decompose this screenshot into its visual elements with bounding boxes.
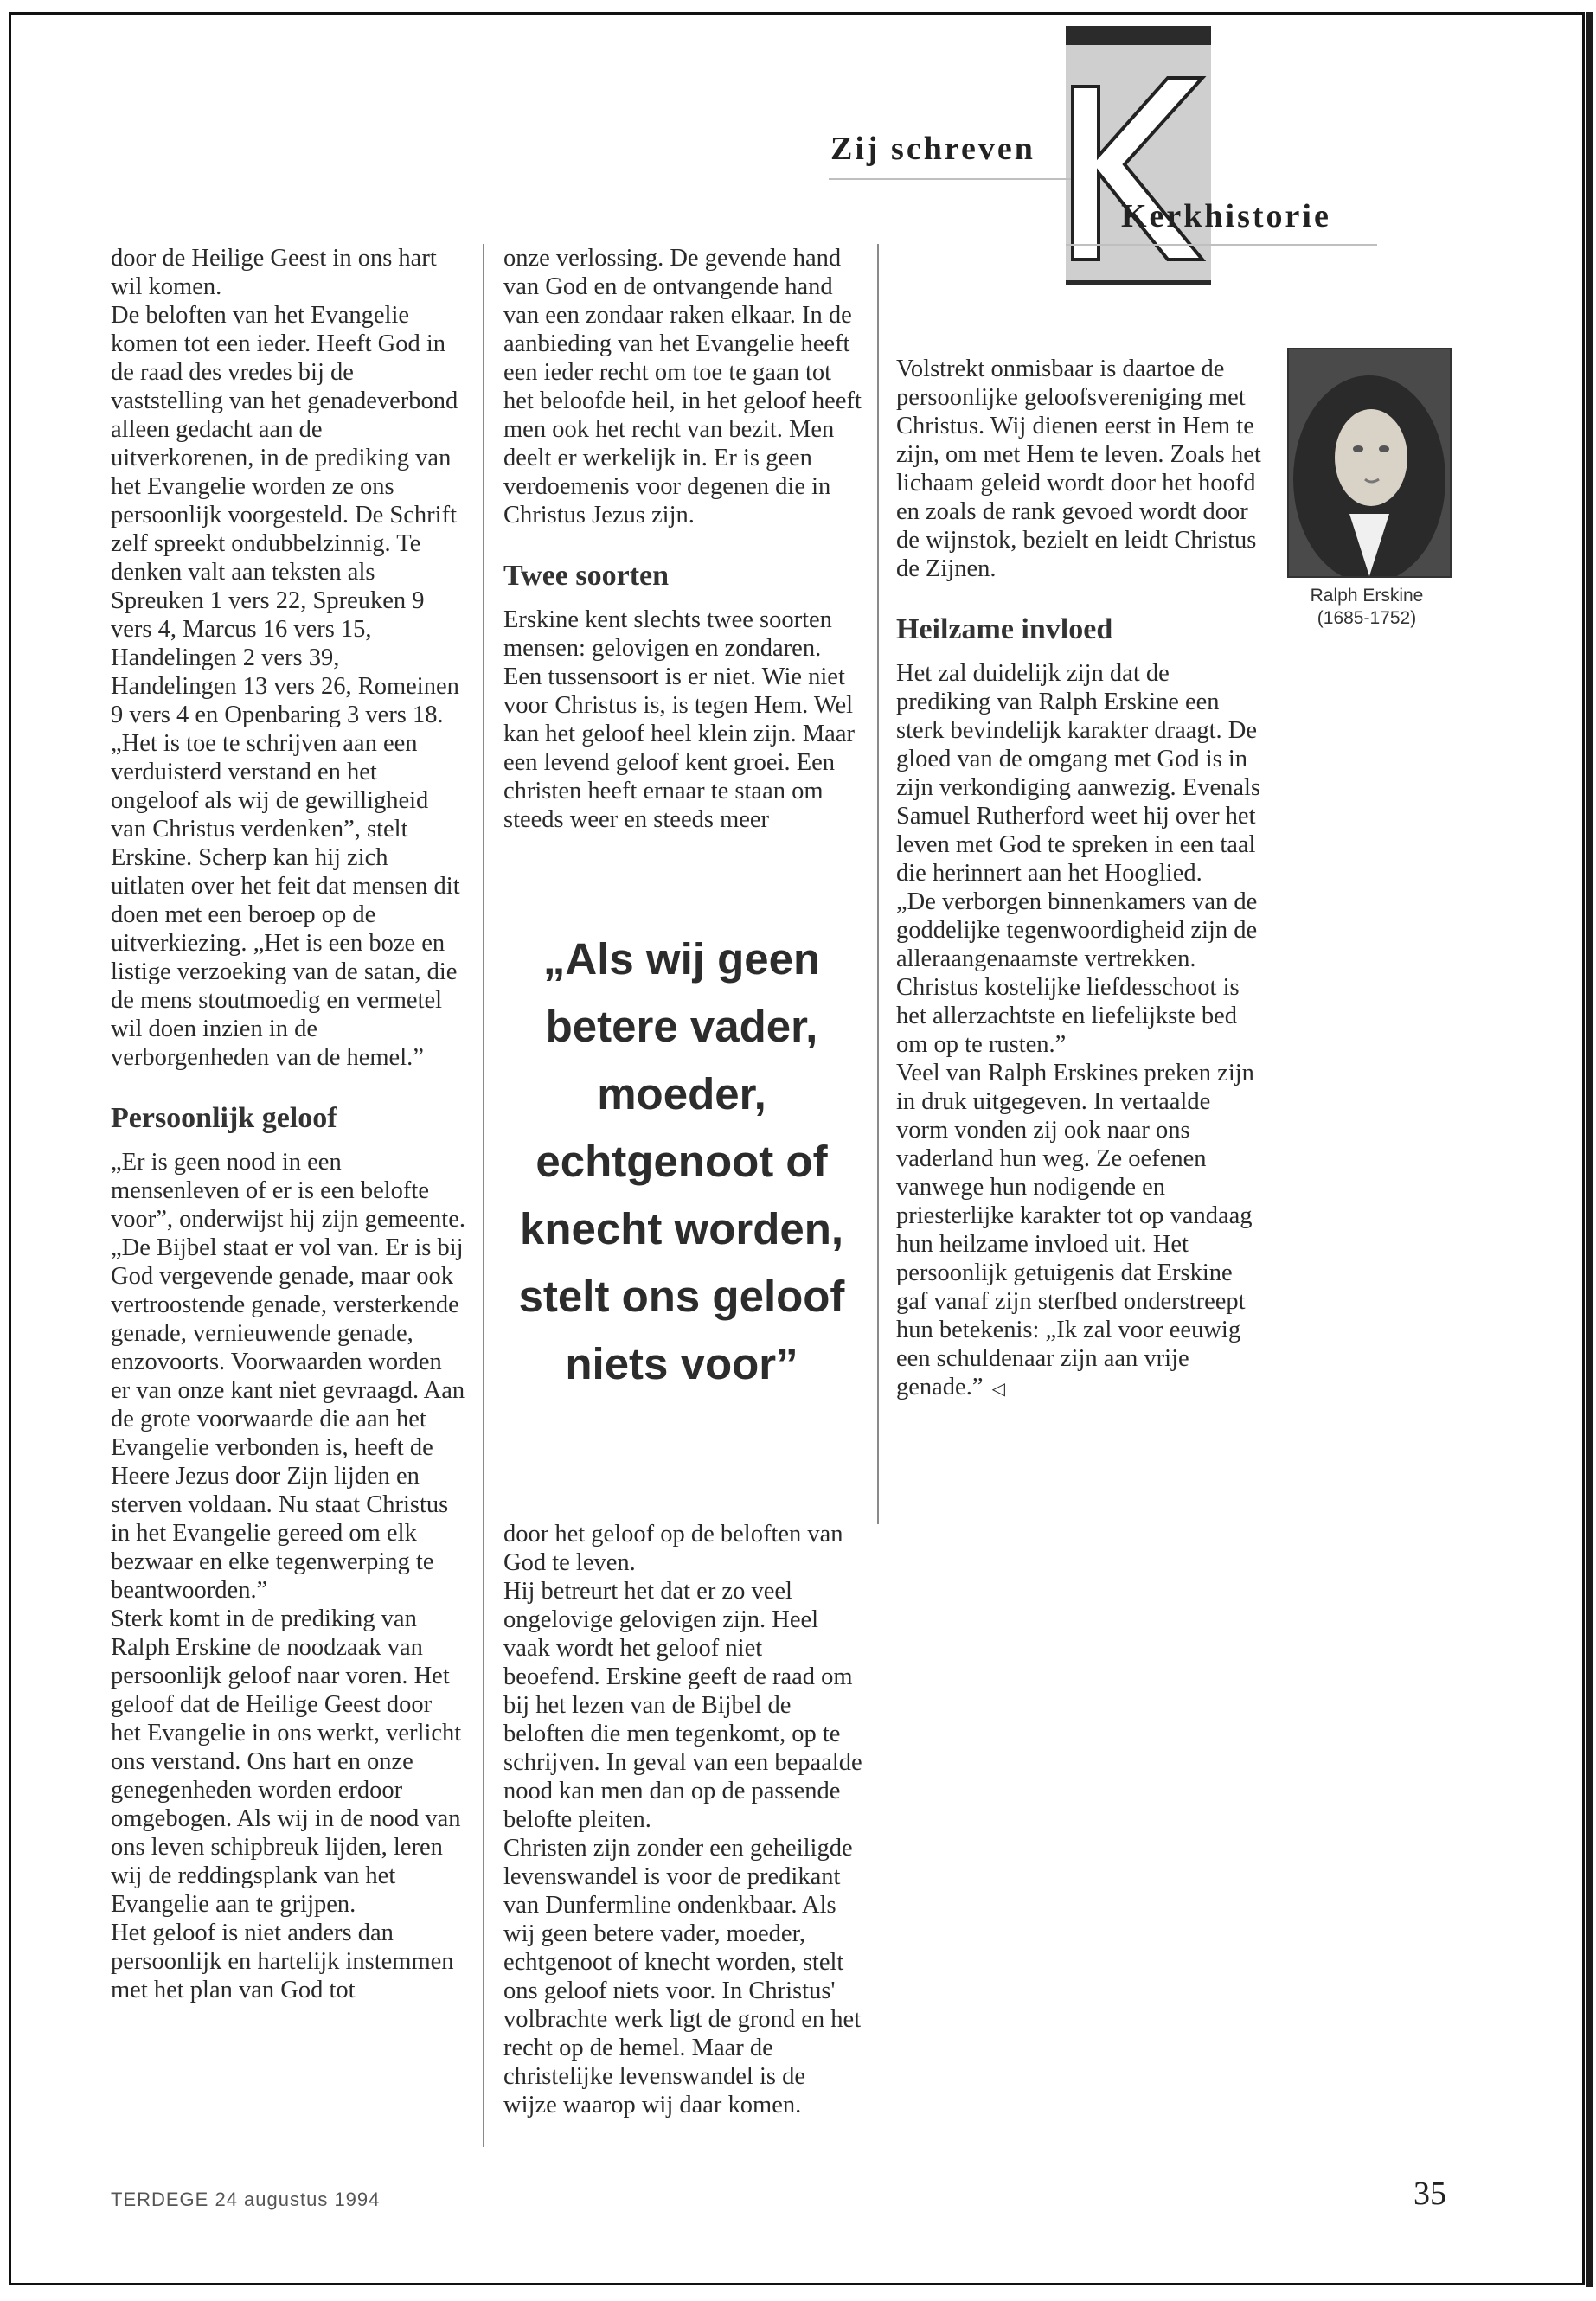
footer-publication: TERDEGE 24 augustus 1994 (111, 2189, 381, 2210)
body-paragraph: „Het is toe te schrijven aan een verduisterd verstand en het ongeloof als wij de gewilligheid van Christus verdenken”, stelt Erskine. Scherp kan hij zich uitlaten over het feit dat mensen dit doen met een beroep op de uitverkiezing. „Het is een boze en listige verzoeking van de satan, die de mens stoutmoedig en vermetel wil doen inzien in de verborgenheden van de hemel.” (111, 730, 460, 1071)
column-rule-2 (877, 244, 879, 1524)
article-column-2-continued (503, 1520, 862, 2119)
caption-name: Ralph Erskine (1310, 586, 1424, 606)
scan-edge (1586, 12, 1593, 2287)
article-column-1 (111, 244, 465, 2004)
portrait-illustration (1289, 349, 1450, 576)
section-heading-twee-soorten: Twee soorten (503, 560, 670, 592)
page-number: 35 (1413, 2176, 1446, 2212)
body-paragraph: door het geloof op de beloften van God te leven. (503, 1521, 843, 1576)
body-paragraph: Volstrekt onmisbaar is daartoe de persoonlijke geloofsvereniging met Christus. Wij dienen eerst in Hem te zijn, om met Hem te leven. Zoals het lichaam geleid wordt door het hoofd en zoals de rank gevoed wordt door de wijnstok, bezielt en leidt Christus de Zijnen. (896, 356, 1261, 582)
body-paragraph: Christen zijn zonder een geheiligde levenswandel is voor de predikant van Dunfermline ondenkbaar. Als wij geen betere vader, moeder, echtgenoot of knecht worden, stelt ons geloof niets voor. In Christus' volbrachte werk ligt de grond en het recht op de hemel. Maar de christelijke levenswandel is de wijze waarop wij daar komen. (503, 1835, 862, 2118)
body-paragraph: Het zal duidelijk zijn dat de prediking van Ralph Erskine een sterk bevindelijk karakter draagt. De gloed van de omgang met God is in zijn verkondiging aanwezig. Evenals Samuel Rutherford weet hij over het leven met God te spreken in een taal die herinnert aan het Hooglied. (896, 660, 1261, 887)
portrait-caption (1280, 585, 1453, 630)
body-paragraph: De beloften van het Evangelie komen tot een ieder. Heeft God in de raad des vredes bij de vaststelling van het genadeverbond alleen gedacht aan de uitverkorenen, in de prediking van het Evangelie worden ze ons persoonlijk voorgesteld. De Schrift zelf spreekt ondubbelzinnig. Te denken valt aan teksten als Spreuken 1 vers 22, Spreuken 9 vers 4, Marcus 16 vers 15, Handelingen 2 vers 39, Handelingen 13 vers 26, Romeinen 9 vers 4 en Openbaring 3 vers 18. (111, 302, 459, 728)
body-paragraph (896, 1059, 1264, 1404)
article-column-3 (896, 355, 1264, 1404)
caption-years: (1685-1752) (1317, 608, 1417, 628)
column-rule-1 (483, 244, 484, 2147)
body-paragraph: door de Heilige Geest in ons hart wil komen. (111, 245, 437, 300)
final-paragraph-text: Veel van Ralph Erskines preken zijn in druk uitgegeven. In vertaalde vorm vonden zij ook naar ons vaderland hun weg. Ze oefenen vanwege hun nodigende en priesterlijke karakter tot op vandaag hun heilzame invloed uit. Het persoonlijk getuigenis dat Erskine gaf vanaf zijn sterfbed onderstreept hun betekenis: „Ik zal voor eeuwig een schuldenaar zijn aan vrije genade.” (896, 1060, 1254, 1400)
big-k-letter (1038, 52, 1228, 277)
header-underline-1 (829, 178, 1071, 180)
section-heading-heilzame-invloed: Heilzame invloed (896, 613, 1113, 645)
body-paragraph: Het geloof is niet anders dan persoonlijk en hartelijk instemmen met het plan van God tot (111, 1920, 454, 2003)
section-heading-persoonlijk-geloof: Persoonlijk geloof (111, 1102, 337, 1134)
header-title-line2: Kerkhistorie (1121, 198, 1331, 234)
body-paragraph: „De verborgen binnenkamers van de goddelijke tegenwoordigheid zijn de alleraangenaamste vertrekken. Christus kostelijke liefdesschoot is het allerzachtste en liefelijkste bed om op te rusten.” (896, 888, 1258, 1058)
portrait-image (1287, 348, 1452, 578)
header-underline-2 (1066, 244, 1377, 246)
article-column-2 (503, 244, 862, 834)
body-paragraph: Erskine kent slechts twee soorten mensen: gelovigen en zondaren. Een tussensoort is er niet. Wie niet voor Christus is, is tegen Hem. Wel kan het geloof heel klein zijn. Maar een levend geloof kent groei. Een christen heeft ernaar te staan om steeds weer en steeds meer (503, 606, 855, 833)
body-paragraph: „Er is geen nood in een mensenleven of er is een belofte voor”, onderwijst hij zijn gemeente. „De Bijbel staat er vol van. Er is bij God vergevende genade, maar ook vertroostende genade, versterkende genade, vernieuwende genade, enzovoorts. Voorwaarden worden er van onze kant niet gevraagd. Aan de grote voorwaarde die aan het Evangelie verbonden is, heeft de Heere Jezus door Zijn lijden en sterven voldaan. Nu staat Christus in het Evangelie gereed om elk bezwaar en elke tegenwerping te beantwoorden.” (111, 1149, 465, 1604)
end-of-article-icon: ◁ (991, 1380, 1005, 1399)
pull-quote: „Als wij geen betere vader, moeder, echtgenoot of knecht worden, stelt ons geloof niets voor” (518, 934, 845, 1388)
body-paragraph: onze verlossing. De gevende hand van God en de ontvangende hand van een zondaar raken elkaar. In de aanbieding van het Evangelie heeft een ieder recht om toe te gaan tot het beloofde heil, in het geloof heeft men ook het recht van bezit. Men deelt er werkelijk in. Er is geen verdoemenis voor degenen die in Christus Jezus zijn. (503, 245, 862, 529)
header-title-line1: Zij schreven (830, 131, 1035, 167)
body-paragraph: Hij betreurt het dat er zo veel ongelovige gelovigen zijn. Heel vaak wordt het geloof niet beoefend. Erskine geeft de raad om bij het lezen van de Bijbel de beloften die men tegenkomt, op te schrijven. In geval van een bepaalde nood kan men dan op de passende belofte pleiten. (503, 1578, 862, 1833)
body-paragraph: Sterk komt in de prediking van Ralph Erskine de noodzaak van persoonlijk geloof naar voren. Het geloof dat de Heilige Geest door het Evangelie in ons werkt, verlicht ons verstand. Ons hart en onze genegenheden worden erdoor omgebogen. Als wij in de nood van ons leven schipbreuk lijden, leren wij de reddingsplank van het Evangelie aan te grijpen. (111, 1606, 462, 1918)
